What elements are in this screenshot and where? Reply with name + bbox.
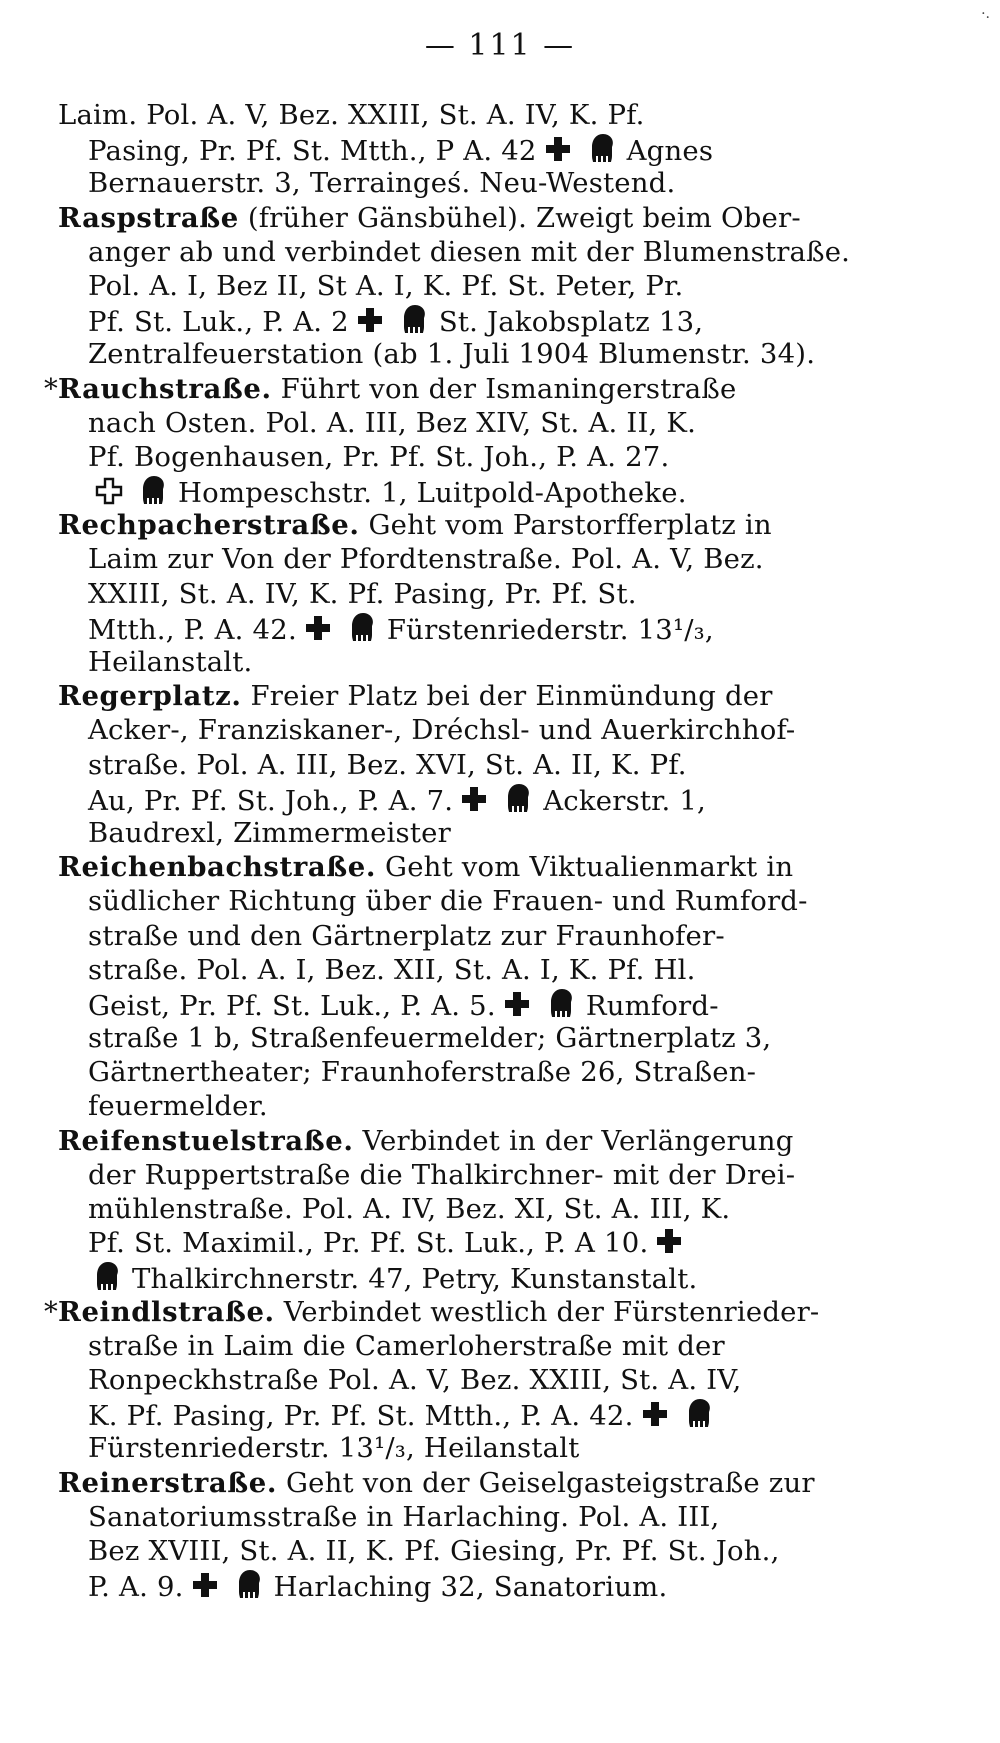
entry-text: Sanatoriumsstraße in Harlaching. Pol. A. III, [88,1500,720,1533]
text-line [58,1431,928,1465]
entry-text: Bernauerstr. 3, Terraingeś. Neu-Westend. [88,167,676,200]
street-name-heading: Reichenbachstraße. [58,851,377,884]
entry-text: Pf. St. Maximil., Pr. Pf. St. Luk., P. A 10. [88,1227,649,1260]
entry-text: XXIII, St. A. IV, K. Pf. Pasing, Pr. Pf. St. [88,577,637,610]
text-line [58,850,928,884]
text-line [58,166,928,200]
text-line [58,713,928,747]
text-line [58,269,928,303]
red-cross-icon [190,1570,220,1600]
red-cross-icon [355,305,385,335]
fire-helmet-icon [94,1260,122,1292]
entry-text: Baudrexl, Zimmermeister [88,816,451,849]
entry-text: Geht vom Parstorfferplatz in [368,509,772,542]
fire-helmet-icon [140,474,168,506]
text-line [58,132,928,166]
entry-text: nach Osten. Pol. A. III, Bez XIV, St. A. II, K. [88,406,697,439]
entry-text: straße und den Gärtnerplatz zur Fraunhofer- [88,919,725,952]
entry-text: Gärtnertheater; Fraunhoferstraße 26, Straßen- [88,1056,757,1089]
text-line [58,337,928,371]
entry-text: Verbindet in der Verlängerung [362,1124,794,1157]
text-line [58,1568,928,1602]
text-line [58,1329,928,1363]
text-line [58,1158,928,1192]
text-line [58,1534,928,1568]
red-cross-icon [502,989,532,1019]
text-line [58,1021,928,1055]
red-cross-icon [654,1226,684,1256]
street-name-heading: Reindlstraße. [58,1295,275,1328]
text-line [58,577,928,611]
directory-text [44,98,928,1604]
entry-text: Pf. Bogenhausen, Pr. Pf. St. Joh., P. A. 27. [88,440,670,473]
red-cross-icon [459,784,489,814]
text-line [58,679,928,713]
entry-text: südlicher Richtung über die Frauen- und Rumford- [88,885,808,918]
entry-text: der Ruppertstraße die Thalkirchner- mit der Drei- [88,1158,796,1191]
red-cross-icon [94,476,124,506]
street-name-heading: Rauchstraße. [58,372,272,405]
text-line [58,406,928,440]
entry-text: Au, Pr. Pf. St. Joh., P. A. 7. [88,784,454,817]
directory-entry [58,850,928,1124]
text-line [58,816,928,850]
entry-text-after-icons: St. Jakobsplatz 13, [438,306,704,339]
text-line [58,782,928,816]
entry-text: straße in Laim die Camerloherstraße mit der [88,1329,725,1362]
directory-entry [58,679,928,850]
text-line [58,611,928,645]
directory-entry [58,201,928,372]
text-line [58,303,928,337]
street-name-heading: Reinerstraße. [58,1466,278,1499]
text-line [58,201,928,235]
new-street-asterisk: * [44,372,58,405]
text-line [44,1295,928,1329]
entry-text-after-icons: Fürstenriederstr. 13¹/₃, [386,613,714,646]
text-line [58,1397,928,1431]
text-line [58,884,928,918]
fire-helmet-icon [401,303,429,335]
entry-text: Geht vom Viktualienmarkt in [385,851,794,884]
fire-helmet-icon [686,1397,714,1429]
text-line [58,645,928,679]
directory-entry [44,372,928,510]
fire-helmet-icon [589,132,617,164]
entry-text: Bez XVIII, St. A. II, K. Pf. Giesing, Pr. Pf. St. Joh., [88,1534,780,1567]
entry-text: Heilanstalt. [88,646,253,678]
text-line [58,748,928,782]
entry-text: Führt von der Ismaningerstraße [280,372,737,405]
red-cross-icon [543,134,573,164]
entry-text: P. A. 9. [88,1571,184,1604]
entry-text: straße 1 b, Straßenfeuermelder; Gärtnerplatz 3, [88,1022,772,1055]
directory-entry [58,1466,928,1603]
text-line [58,98,928,132]
text-line [58,1260,928,1294]
fire-helmet-icon [236,1568,264,1600]
text-line [58,474,928,508]
entry-text: (früher Gänsbühel). Zweigt beim Ober- [247,201,801,234]
text-line [58,953,928,987]
entry-text: Pol. A. I, Bez II, St A. I, K. Pf. St. Peter, Pr. [88,269,684,302]
entry-text: Mtth., P. A. 42. [88,613,297,646]
entry-text: Acker-, Franziskaner-, Dréchsl- und Auerkirchhof- [88,714,796,747]
directory-entry [44,1295,928,1466]
entry-text: Fürstenriederstr. 13¹/₃, Heilanstalt [88,1432,580,1465]
entry-text-after-icons: Agnes [626,135,714,168]
page-number: — 111 — [424,28,576,63]
entry-text: straße. Pol. A. I, Bez. XII, St. A. I, K. Pf. Hl. [88,953,696,986]
entry-text-after-icons: Hompeschstr. 1, Luitpold-Apotheke. [178,477,687,510]
text-line [58,919,928,953]
text-line [58,1363,928,1397]
directory-entry [58,508,928,679]
text-line [58,1466,928,1500]
entry-text-after-icons: Rumford- [585,989,719,1022]
text-line [58,1124,928,1158]
entry-text: K. Pf. Pasing, Pr. Pf. St. Mtth., P. A. 42. [88,1400,634,1433]
entry-text: mühlenstraße. Pol. A. IV, Bez. XI, St. A. III, K. [88,1193,731,1225]
entry-text: straße. Pol. A. III, Bez. XVI, St. A. II, K. Pf. [88,748,687,781]
text-line [58,1192,928,1226]
entry-text: Geist, Pr. Pf. St. Luk., P. A. 5. [88,989,496,1022]
entry-text-after-icons: Harlaching 32, Sanatorium. [273,1571,668,1604]
red-cross-icon [640,1399,670,1429]
fire-helmet-icon [548,987,576,1019]
entry-text: Ronpeckhstraße Pol. A. V, Bez. XXIII, St. A. IV, [88,1363,742,1396]
text-line [58,987,928,1021]
red-cross-icon [303,613,333,643]
text-line [58,1226,928,1260]
entry-text-after-icons: Thalkirchnerstr. 47, Petry, Kunstanstalt. [132,1263,698,1296]
fire-helmet-icon [505,782,533,814]
street-name-heading: Raspstraße [58,201,239,234]
directory-entry [58,1124,928,1295]
text-line [58,542,928,576]
entry-text: Zentralfeuerstation (ab 1. Juli 1904 Blumenstr. 34). [88,338,816,371]
entry-text: Freier Platz bei der Einmündung der [250,680,773,713]
entry-text: Geht von der Geiselgasteigstraße zur [286,1466,815,1499]
entry-text: anger ab und verbindet diesen mit der Blumenstraße. [88,235,851,268]
text-line [58,440,928,474]
street-name-heading: Reifenstuelstraße. [58,1124,354,1157]
page-corner-mark: ·. [981,6,990,22]
text-line [58,1055,928,1089]
text-line [58,1500,928,1534]
new-street-asterisk: * [44,1295,58,1328]
text-line [58,1089,928,1123]
entry-text: Pf. St. Luk., P. A. 2 [88,306,349,339]
text-line [58,235,928,269]
entry-text: Laim zur Von der Pfordtenstraße. Pol. A. V, Bez. [88,543,764,576]
entry-text: Laim. Pol. A. V, Bez. XXIII, St. A. IV, K. Pf. [58,99,645,131]
fire-helmet-icon [349,611,377,643]
entry-text: Verbindet westlich der Fürstenrieder- [283,1295,820,1328]
street-name-heading: Rechpacherstraße. [58,509,360,542]
entry-text: Pasing, Pr. Pf. St. Mtth., P A. 42 [88,135,537,168]
directory-entry [58,98,928,201]
street-name-heading: Regerplatz. [58,680,242,713]
text-line [44,372,928,406]
entry-text: feuermelder. [88,1090,268,1123]
entry-text-after-icons: Ackerstr. 1, [543,784,706,817]
text-line [58,508,928,542]
